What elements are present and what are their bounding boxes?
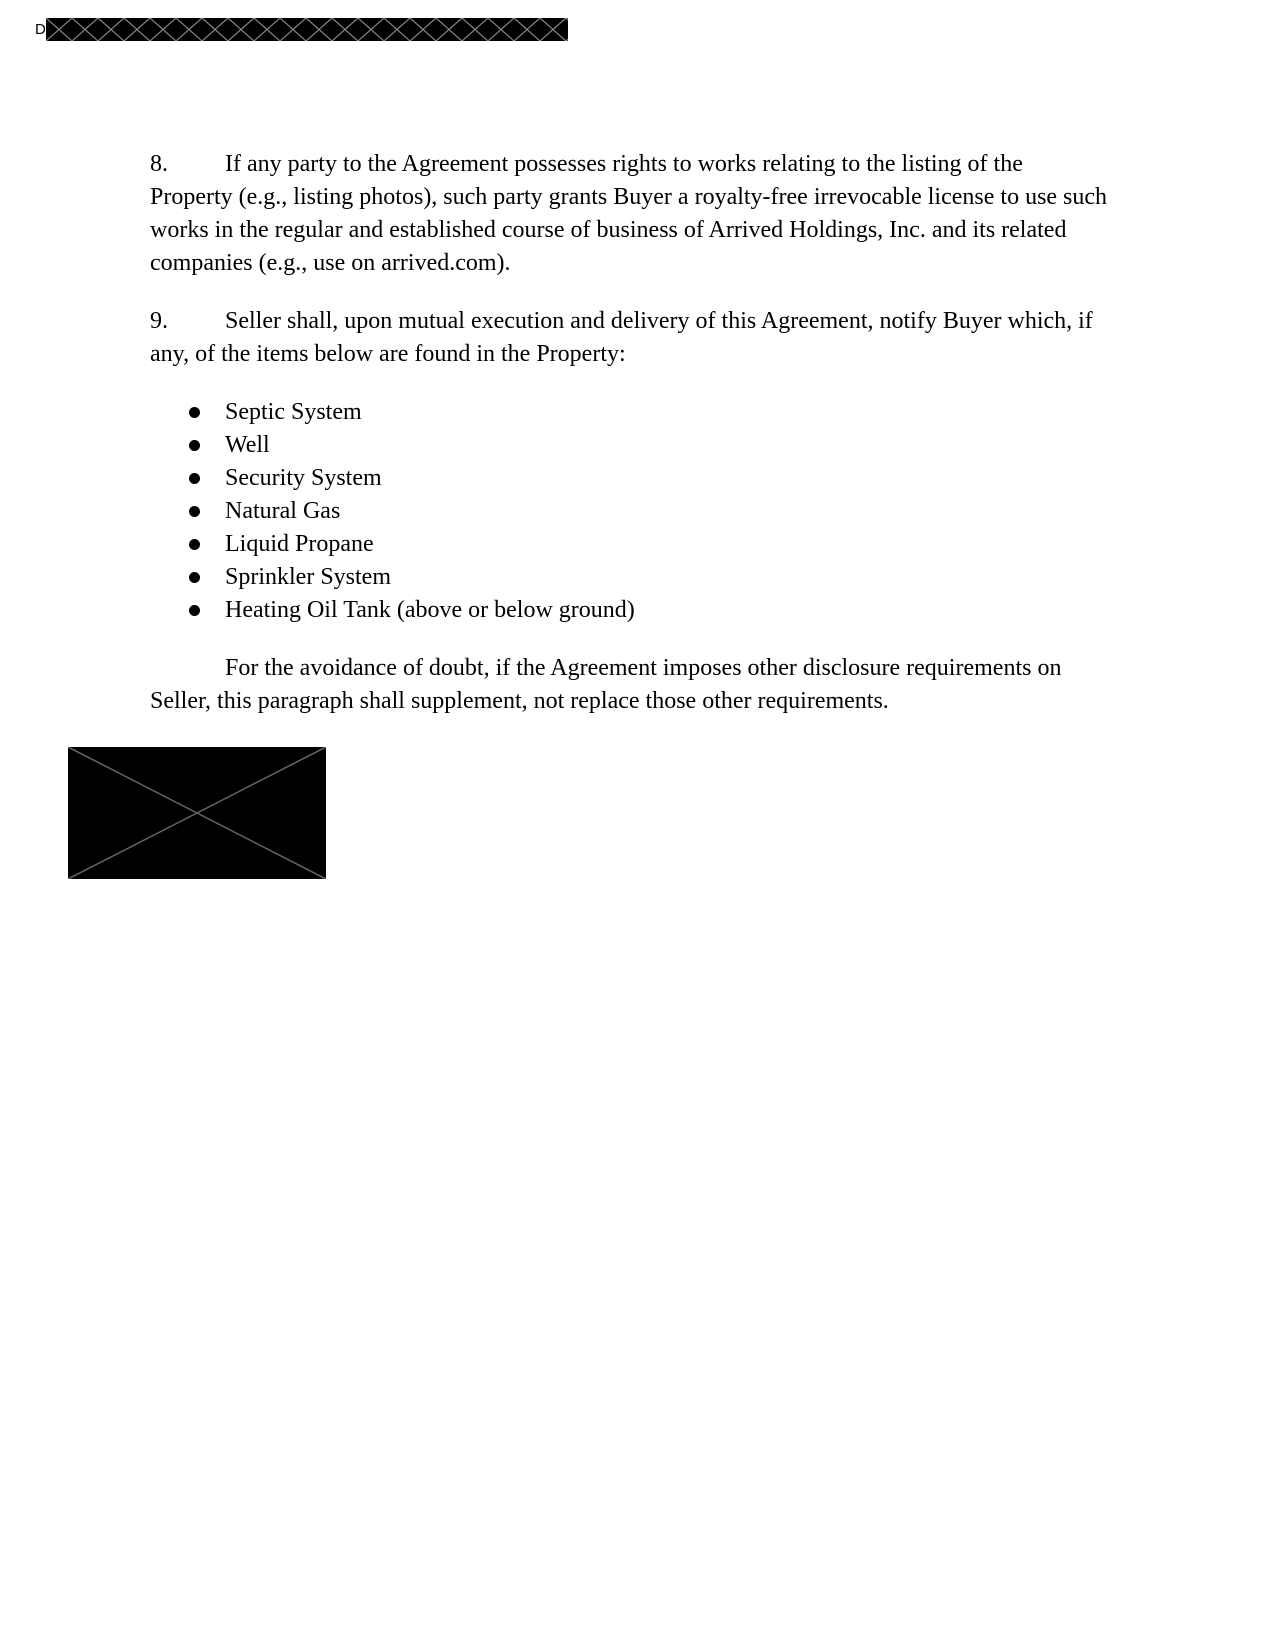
paragraph-8-number: 8. [150,151,168,177]
list-item: Sprinkler System [150,561,1110,594]
bullet-icon [189,539,200,550]
bullet-icon [189,407,200,418]
list-item: Security System [150,462,1110,495]
header-redaction-bar [46,18,568,41]
paragraph-8-text: If any party to the Agreement possesses rights to works relating to the listing of the Property (e.g., listing photos), such party grants Buyer a royalty-free irrevocable license to use such works in the regular and established course of business of Arrived Holdings, Inc. and its related companies (e.g., use on arrived.com). [150,151,1108,276]
bullet-icon [189,605,200,616]
list-item: Well [150,429,1110,462]
signature-redaction-box [68,747,326,879]
bullet-icon [189,473,200,484]
bullet-icon [189,440,200,451]
disclosure-items-list [150,396,1110,627]
list-item: Liquid Propane [150,528,1110,561]
list-item: Natural Gas [150,495,1110,528]
paragraph-9-number: 9. [150,308,168,334]
header-prefix: D [35,21,46,38]
paragraph-8 [150,148,1110,280]
paragraph-9 [150,305,1110,371]
bullet-icon [189,572,200,583]
paragraph-9-text: Seller shall, upon mutual execution and delivery of this Agreement, notify Buyer which, if any, of the items below are found in the Property: [150,308,1093,367]
bullet-icon [189,506,200,517]
document-body [150,148,1110,743]
list-item: Septic System [150,396,1110,429]
closing-paragraph: For the avoidance of doubt, if the Agreement imposes other disclosure requirements on Seller, this paragraph shall supplement, not replace those other requirements. [150,655,1062,714]
list-item: Heating Oil Tank (above or below ground) [150,594,1110,627]
